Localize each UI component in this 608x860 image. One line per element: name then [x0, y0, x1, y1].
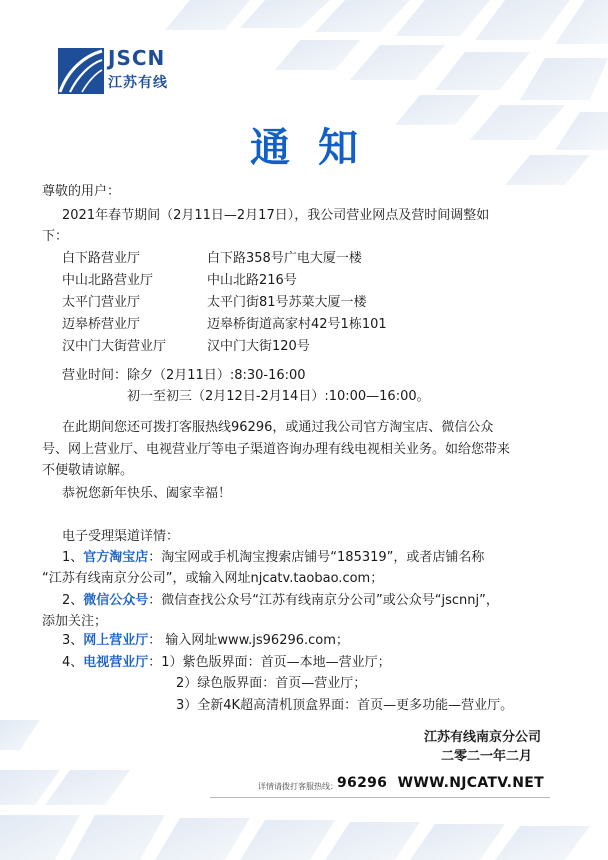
notice-line-3: 不便敬请谅解。 [42, 463, 134, 478]
greeting: 尊敬的用户： [42, 184, 121, 199]
signature-company: 江苏有线南京分公司 [424, 730, 542, 745]
hall-address: 迈皋桥街道高家村42号1栋101 [207, 317, 387, 332]
channel-item-online [62, 631, 349, 651]
intro-line-2: 下： [42, 229, 69, 244]
channel-number: 4、 [62, 655, 84, 670]
channel-number: 1、 [62, 550, 84, 565]
hall-name: 太平门营业厅 [62, 295, 141, 310]
notice-line-2: 号、网上营业厅、电视营业厅等电子渠道咨询办理有线电视相关业务。如给您带来 [42, 442, 511, 457]
channel-text: ：1）紫色版界面：首页—本地—营业厅； [148, 655, 391, 670]
channel-text: ：微信查找公众号“江苏有线南京分公司”或公众号“jscnnj”， [148, 593, 499, 608]
jscn-logo [58, 44, 178, 100]
hall-address: 汉中门大街120号 [207, 339, 310, 354]
intro-line-1: 2021年春节期间（2月11日—2月17日），我公司营业网点及营时间调整如 [62, 208, 490, 223]
footer-hotline-label: 详情请拨打客服热线： [258, 782, 338, 791]
logo-chinese-text: 江苏有线 [108, 75, 168, 91]
logo-latin-text: JSCN [108, 46, 166, 70]
channels-heading: 电子受理渠道详情： [62, 529, 180, 544]
channel-name-tv: 电视营业厅 [83, 655, 149, 670]
channel-text: ：淘宝网或手机淘宝搜索店铺号“185319”，或者店铺名称 [148, 550, 485, 565]
footer-contact [337, 775, 544, 791]
hall-address: 太平门街81号苏菜大厦一楼 [207, 295, 367, 310]
footer-divider [210, 797, 550, 798]
signature-date: 二零二一年二月 [441, 749, 533, 764]
footer-hotline-number: 96296 [337, 775, 388, 791]
hall-address: 中山北路216号 [207, 273, 297, 288]
channel-item-taobao [62, 548, 484, 568]
wishes: 恭祝您新年快乐、阖家幸福！ [62, 486, 232, 501]
hall-name: 汉中门大街营业厅 [62, 339, 167, 354]
channel-item-wechat [62, 591, 499, 611]
hours-line-2: 初一至初三（2月12日-2月14日）:10:00—16:00。 [127, 389, 430, 404]
logo-mark-icon [58, 48, 104, 94]
footer-website: WWW.NJCATV.NET [397, 775, 544, 791]
notice-line-1: 在此期间您还可拨打客服热线96296，或通过我公司官方淘宝店、微信公众 [62, 420, 494, 435]
channel-name-online: 网上营业厅 [83, 633, 149, 648]
channel-tv-sub-3: 3）全新4K超高清机顶盒界面：首页—更多功能—营业厅。 [176, 698, 514, 713]
channel-item-tv [62, 653, 391, 673]
hall-name: 白下路营业厅 [62, 251, 141, 266]
channel-name-taobao: 官方淘宝店 [83, 550, 149, 565]
channel-number: 2、 [62, 593, 84, 608]
channel-tv-sub-2: 2）绿色版界面：首页—营业厅； [176, 676, 367, 691]
channel-taobao-cont: “江苏有线南京分公司”，或输入网址njcatv.taobao.com； [42, 571, 384, 586]
channel-wechat-cont: 添加关注； [42, 614, 108, 629]
hours-line-1: 营业时间：除夕（2月11日）:8:30-16:00 [62, 368, 306, 383]
channel-number: 3、 [62, 633, 84, 648]
hall-address: 白下路358号广电大厦一楼 [207, 251, 362, 266]
hall-name: 迈皋桥营业厅 [62, 317, 141, 332]
channel-text: ： 输入网址www.js96296.com； [148, 633, 349, 648]
channel-name-wechat: 微信公众号 [83, 593, 149, 608]
hall-name: 中山北路营业厅 [62, 273, 154, 288]
page-title: 通知 [250, 125, 386, 171]
